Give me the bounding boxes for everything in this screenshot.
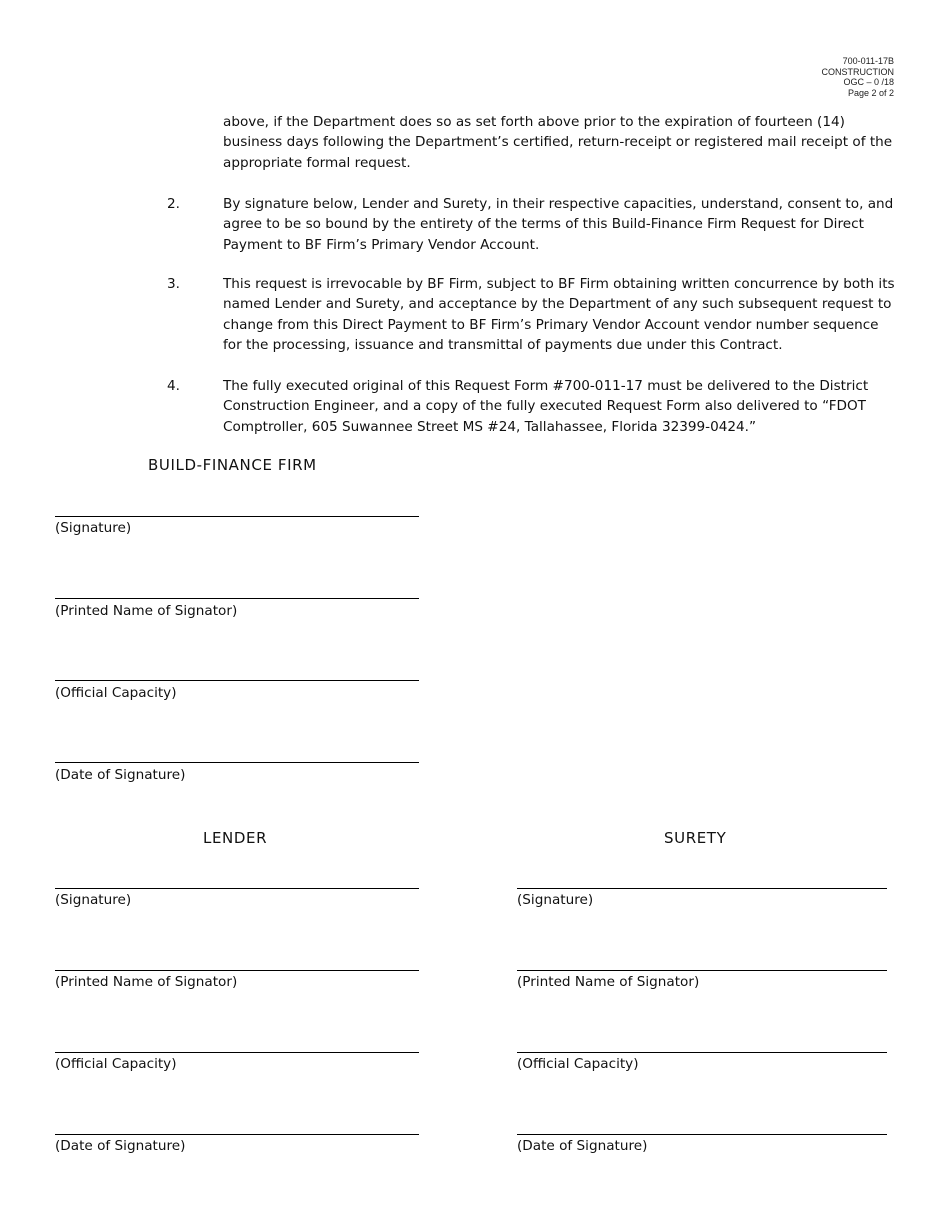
form-header bbox=[822, 56, 895, 98]
list-item bbox=[167, 194, 895, 255]
bf-signature-label: (Signature) bbox=[55, 520, 132, 536]
item-text: The fully executed original of this Request Form #700-011-17 must be delivered to the District Construction Engineer, and a copy of the fully executed Request Form also delivered to “FDOT Comptroller, 605 Suwannee Street MS #24, Tallahassee, Florida 32399-0424.” bbox=[223, 378, 869, 435]
surety-printed-name-line[interactable] bbox=[517, 970, 887, 971]
surety-official-capacity-label: (Official Capacity) bbox=[517, 1056, 639, 1072]
item-number: 3. bbox=[167, 276, 180, 292]
lender-official-capacity-line[interactable] bbox=[55, 1052, 419, 1053]
bf-date-line[interactable] bbox=[55, 762, 419, 763]
bf-official-capacity-label: (Official Capacity) bbox=[55, 685, 177, 701]
lender-printed-name-line[interactable] bbox=[55, 970, 419, 971]
continuation-paragraph: above, if the Department does so as set forth above prior to the expiration of fourteen (14) business days following the Department’s certified, return-receipt or registered mail receipt of the appropriate formal request. bbox=[223, 114, 893, 171]
item-number: 2. bbox=[167, 196, 180, 212]
list-item bbox=[167, 376, 895, 437]
form-number: 700-011-17B bbox=[842, 56, 894, 66]
surety-signature-label: (Signature) bbox=[517, 892, 594, 908]
lender-date-line[interactable] bbox=[55, 1134, 419, 1135]
bf-date-label: (Date of Signature) bbox=[55, 767, 186, 783]
lender-signature-label: (Signature) bbox=[55, 892, 132, 908]
lender-heading: LENDER bbox=[203, 829, 268, 847]
surety-official-capacity-line[interactable] bbox=[517, 1052, 887, 1053]
surety-printed-name-label: (Printed Name of Signator) bbox=[517, 974, 700, 990]
bf-printed-name-label: (Printed Name of Signator) bbox=[55, 603, 238, 619]
bf-printed-name-line[interactable] bbox=[55, 598, 419, 599]
item-text: By signature below, Lender and Surety, in their respective capacities, understand, consent to, and agree to be so bound by the entirety of the terms of this Build-Finance Firm Request for Direct Payment to BF Firm’s Primary Vendor Account. bbox=[223, 196, 894, 253]
bf-signature-line[interactable] bbox=[55, 516, 419, 517]
surety-date-label: (Date of Signature) bbox=[517, 1138, 648, 1154]
surety-signature-line[interactable] bbox=[517, 888, 887, 889]
page-number: Page 2 of 2 bbox=[847, 87, 894, 98]
lender-official-capacity-label: (Official Capacity) bbox=[55, 1056, 177, 1072]
surety-date-line[interactable] bbox=[517, 1134, 887, 1135]
item-number: 4. bbox=[167, 378, 180, 394]
item-text: This request is irrevocable by BF Firm, subject to BF Firm obtaining written concurrence by both its named Lender and Surety, and acceptance by the Department of any such subsequent request to change from this Direct Payment to BF Firm’s Primary Vendor Account vendor number sequence for the processing, issuance and transmittal of payments due under this Contract. bbox=[223, 276, 895, 354]
build-finance-firm-heading: BUILD-FINANCE FIRM bbox=[148, 456, 317, 474]
surety-heading: SURETY bbox=[664, 829, 727, 847]
lender-signature-line[interactable] bbox=[55, 888, 419, 889]
ogc-revision: OGC – 0 /18 bbox=[843, 77, 894, 87]
bf-official-capacity-line[interactable] bbox=[55, 680, 419, 681]
form-category: CONSTRUCTION bbox=[821, 66, 894, 77]
list-item bbox=[167, 274, 895, 356]
lender-printed-name-label: (Printed Name of Signator) bbox=[55, 974, 238, 990]
lender-date-label: (Date of Signature) bbox=[55, 1138, 186, 1154]
